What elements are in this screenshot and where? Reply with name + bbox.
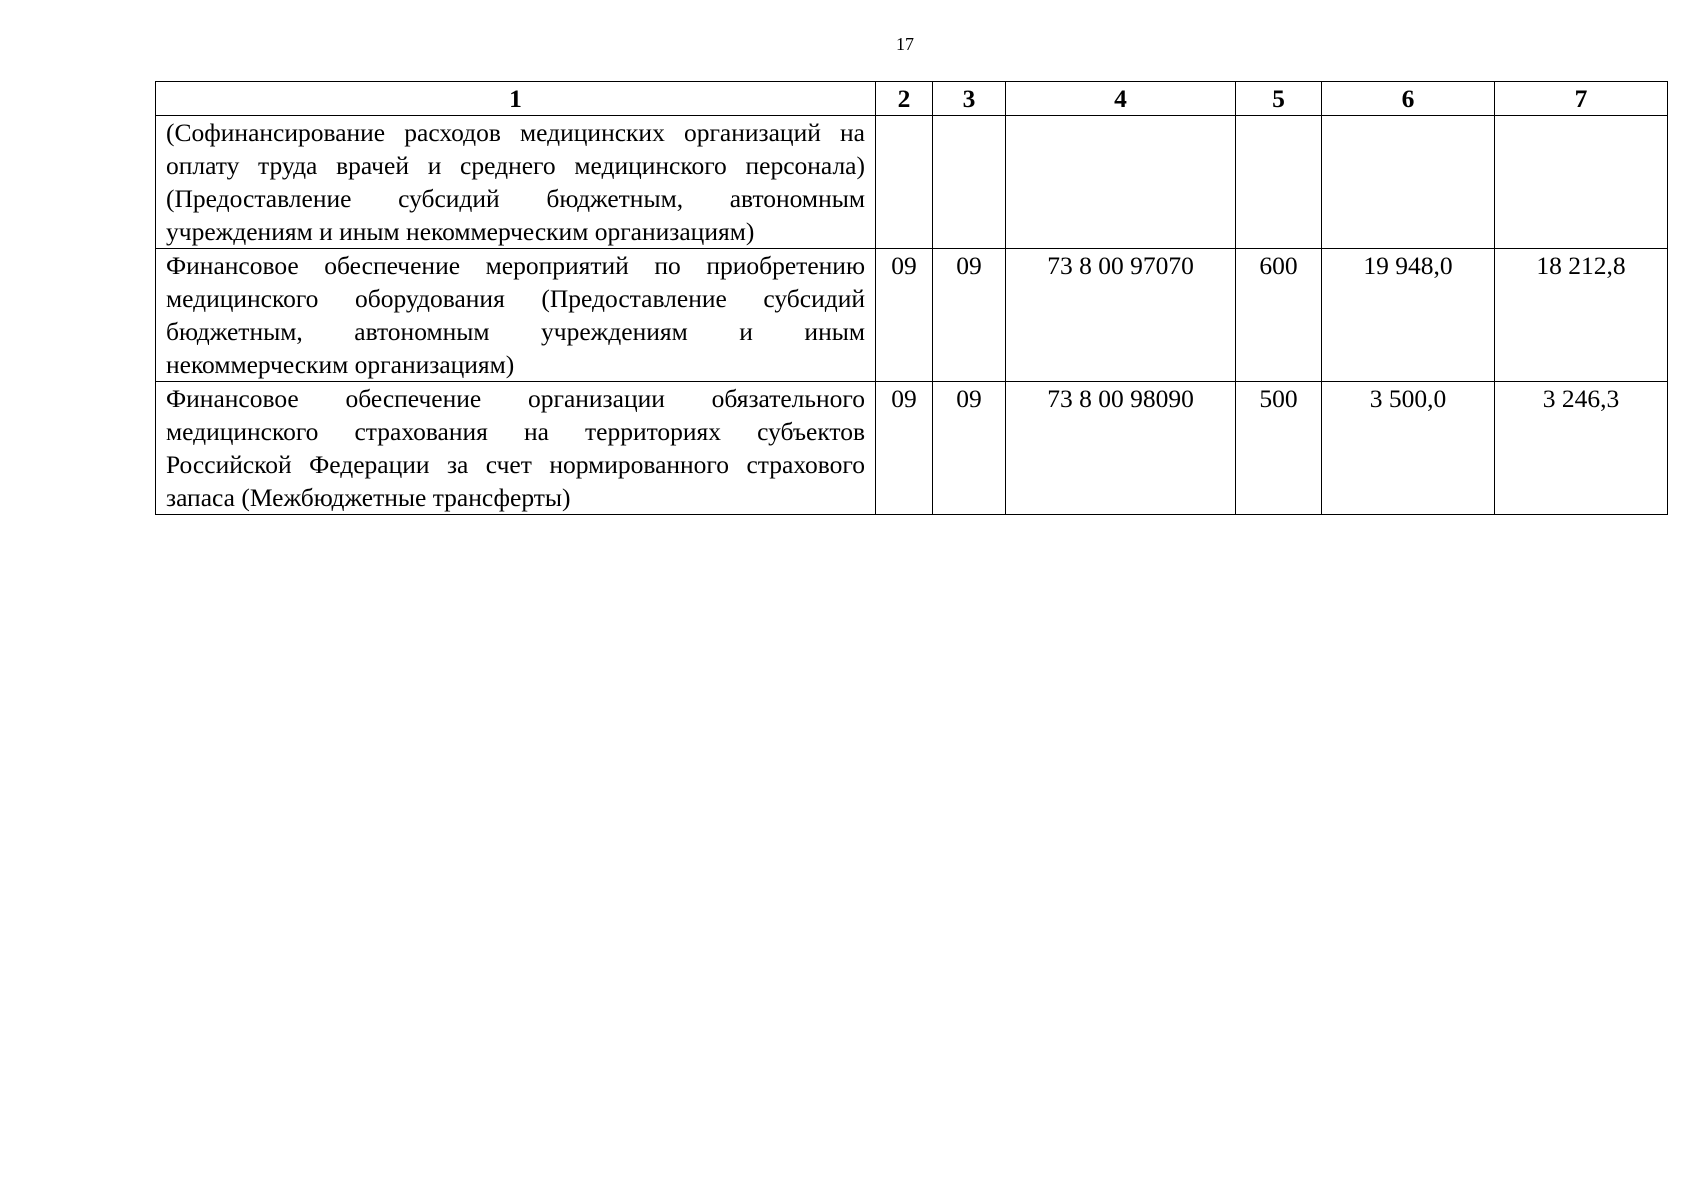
table-row [156, 382, 1668, 515]
row-expense-type: 600 [1236, 249, 1322, 382]
header-row [156, 82, 1668, 116]
header-col-5: 5 [1236, 82, 1322, 116]
row-description: (Софинансирование расходов медицинских организаций на оплату труда врачей и среднего медицинского персонала) (Предоставление субсидий бюджетным, автономным учреждениям и иным некоммерческим организациям) [156, 116, 876, 249]
header-col-6: 6 [1322, 82, 1495, 116]
row-section-code: 09 [876, 249, 933, 382]
header-col-7: 7 [1495, 82, 1668, 116]
table-header [156, 82, 1668, 116]
row-subsection-code: 09 [933, 382, 1006, 515]
row-target-article: 73 8 00 98090 [1006, 382, 1236, 515]
row-amount-actual: 3 246,3 [1495, 382, 1668, 515]
row-section-code: 09 [876, 382, 933, 515]
row-section-code [876, 116, 933, 249]
row-subsection-code [933, 116, 1006, 249]
header-col-3: 3 [933, 82, 1006, 116]
header-col-1: 1 [156, 82, 876, 116]
row-amount-planned [1322, 116, 1495, 249]
row-amount-actual [1495, 116, 1668, 249]
row-target-article: 73 8 00 97070 [1006, 249, 1236, 382]
row-expense-type [1236, 116, 1322, 249]
header-col-2: 2 [876, 82, 933, 116]
row-description: Финансовое обеспечение организации обязательного медицинского страхования на территориях субъектов Российской Федерации за счет нормированного страхового запаса (Межбюджетные трансферты) [156, 382, 876, 515]
row-description: Финансовое обеспечение мероприятий по приобретению медицинского оборудования (Предоставление субсидий бюджетным, автономным учреждениям и иным некоммерческим организациям) [156, 249, 876, 382]
page-number: 17 [896, 34, 914, 54]
row-amount-planned: 19 948,0 [1322, 249, 1495, 382]
budget-table [155, 81, 1668, 515]
row-target-article [1006, 116, 1236, 249]
row-amount-actual: 18 212,8 [1495, 249, 1668, 382]
table-body [156, 116, 1668, 515]
header-col-4: 4 [1006, 82, 1236, 116]
row-amount-planned: 3 500,0 [1322, 382, 1495, 515]
table-row [156, 116, 1668, 249]
row-expense-type: 500 [1236, 382, 1322, 515]
row-subsection-code: 09 [933, 249, 1006, 382]
table-row [156, 249, 1668, 382]
